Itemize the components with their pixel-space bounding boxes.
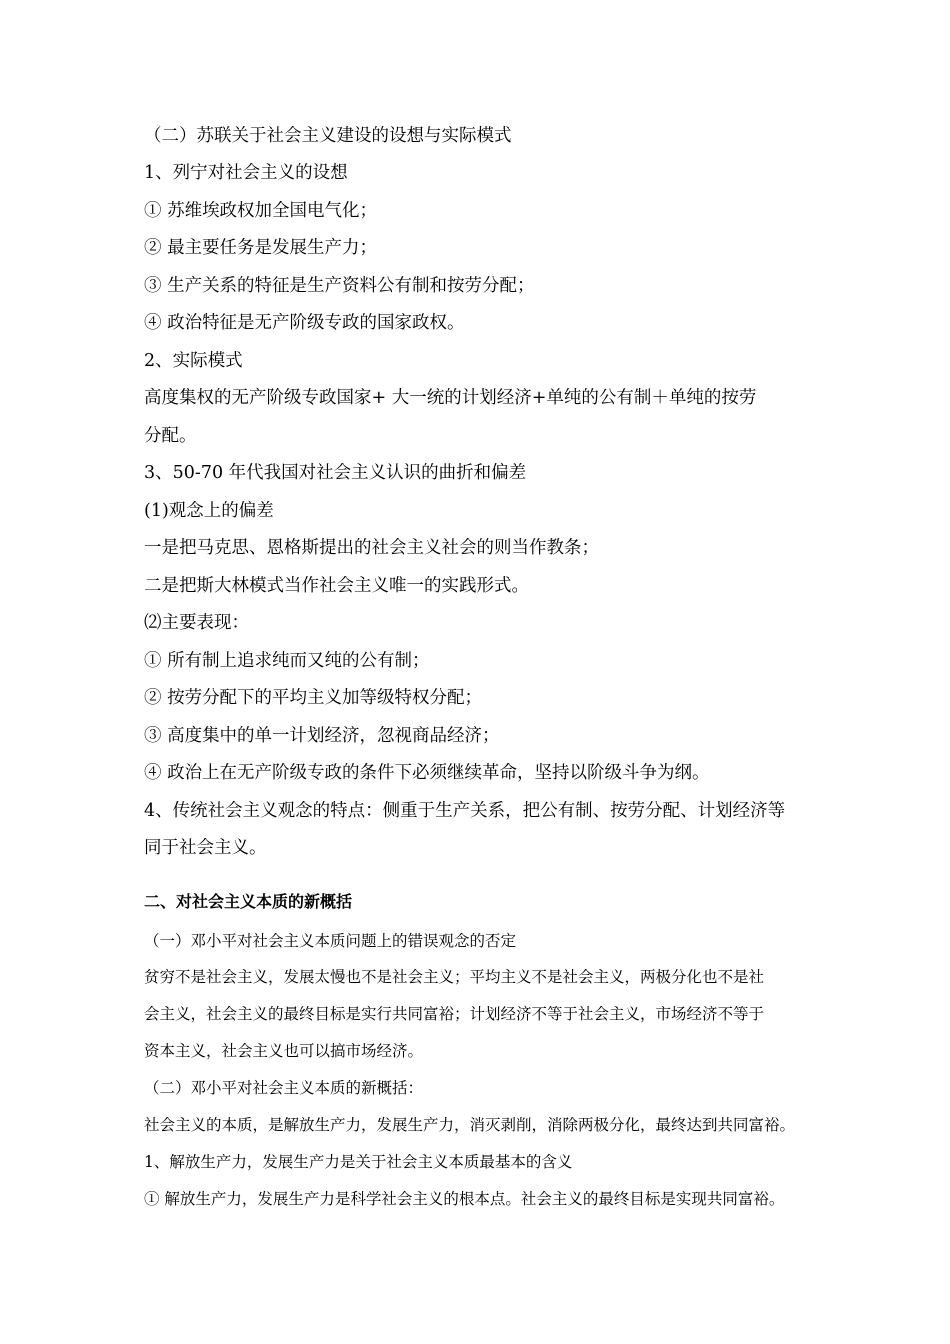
paragraph-line: ① 解放生产力，发展生产力是科学社会主义的根本点。社会主义的最终目标是实现共同富裕。 — [144, 1190, 785, 1208]
subheading: （二）邓小平对社会主义本质的新概括： — [144, 1079, 424, 1097]
list-item: ② 按劳分配下的平均主义加等级特权分配； — [144, 688, 483, 708]
heading-lenin-vision: 1、列宁对社会主义的设想 — [144, 163, 348, 183]
paragraph-line: 二是把斯大林模式当作社会主义唯一的实践形式。 — [144, 576, 529, 596]
paragraph-line: 资本主义，社会主义也可以搞市场经济。 — [144, 1042, 424, 1060]
paragraph-line: 一是把马克思、恩格斯提出的社会主义社会的则当作教条； — [144, 538, 599, 558]
section-subtitle: （二）苏联关于社会主义建设的设想与实际模式 — [144, 126, 512, 146]
subheading: (1)观念上的偏差 — [144, 501, 274, 521]
paragraph-line: 同于社会主义。 — [144, 838, 267, 858]
paragraph-line: 分配。 — [144, 426, 197, 446]
list-item: ③ 高度集中的单一计划经济，忽视商品经济； — [144, 726, 500, 746]
heading-actual-model: 2、实际模式 — [144, 351, 243, 371]
paragraph-line: 会主义，社会主义的最终目标是实行共同富裕；计划经济不等于社会主义，市场经济不等于 — [144, 1005, 765, 1023]
paragraph-line: 贫穷不是社会主义，发展太慢也不是社会主义；平均主义不是社会主义，两极分化也不是社 — [144, 968, 765, 986]
subheading: ⑵主要表现： — [144, 613, 249, 633]
list-item: ④ 政治特征是无产阶级专政的国家政权。 — [144, 313, 465, 333]
paragraph-line: 社会主义的本质，是解放生产力，发展生产力，消灭剥削，消除两极分化，最终达到共同富裕。 — [144, 1116, 796, 1134]
heading-deviation: 3、50-70 年代我国对社会主义认识的曲折和偏差 — [144, 463, 527, 483]
list-item: ① 所有制上追求纯而又纯的公有制； — [144, 651, 430, 671]
section-title: 二、对社会主义本质的新概括 — [144, 892, 353, 911]
list-item: ② 最主要任务是发展生产力； — [144, 238, 378, 258]
list-item: ③ 生产关系的特征是生产资料公有制和按劳分配； — [144, 276, 535, 296]
list-item: ① 苏维埃政权加全国电气化； — [144, 201, 378, 221]
subheading: （一）邓小平对社会主义本质问题上的错误观念的否定 — [144, 932, 517, 950]
paragraph-line: 高度集权的无产阶级专政国家+ 大一统的计划经济+单纯的公有制＋单纯的按劳 — [144, 388, 757, 408]
paragraph-line: 4、传统社会主义观念的特点：侧重于生产关系，把公有制、按劳分配、计划经济等 — [144, 801, 786, 821]
list-item: ④ 政治上在无产阶级专政的条件下必须继续革命，坚持以阶级斗争为纲。 — [144, 763, 710, 783]
heading-liberate-productivity: 1、解放生产力，发展生产力是关于社会主义本质最基本的含义 — [144, 1153, 573, 1171]
